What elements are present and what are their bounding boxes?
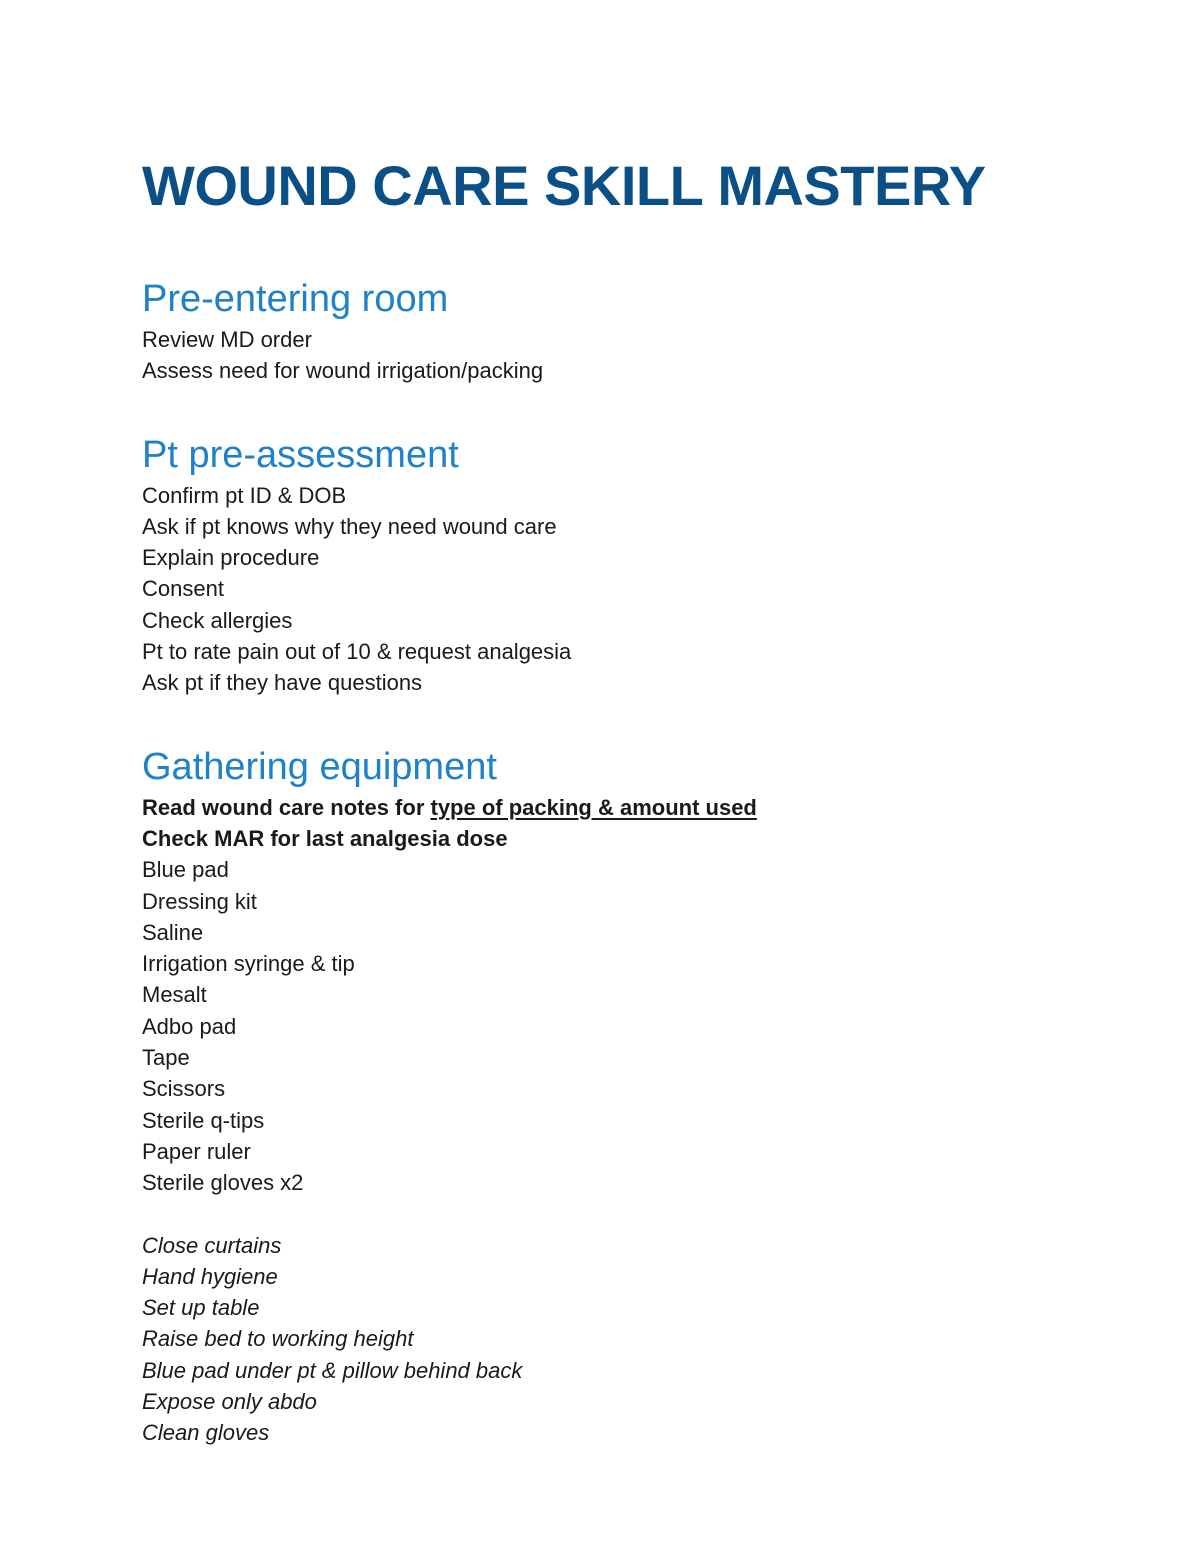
equipment-item: Tape [142, 1045, 190, 1071]
procedure-step: Close curtains [142, 1232, 282, 1258]
equipment-item: Dressing kit [142, 888, 257, 914]
bold-note-prefix: Read wound care notes for [142, 794, 431, 820]
section-heading-pre-entering-room: Pre-entering room [142, 278, 449, 320]
section-heading-gathering-equipment: Gathering equipment [142, 745, 497, 788]
list-item: Pt to rate pain out of 10 & request analgesia [142, 639, 572, 665]
section-list-pre-entering-room [142, 324, 1142, 387]
list-item: Review MD order [142, 327, 312, 352]
procedure-step: Hand hygiene [142, 1263, 278, 1289]
section-list-gathering-equipment [142, 792, 1142, 1449]
equipment-item: Adbo pad [142, 1013, 237, 1039]
list-item: Consent [142, 576, 224, 602]
procedure-step: Raise bed to working height [142, 1326, 414, 1352]
equipment-item: Sterile gloves x2 [142, 1170, 304, 1196]
procedure-step: Expose only abdo [142, 1389, 317, 1415]
bold-note-wound-care-notes [142, 792, 1142, 823]
procedure-step: Set up table [142, 1295, 260, 1321]
document-page [142, 150, 1142, 1449]
list-item: Assess need for wound irrigation/packing [142, 358, 544, 384]
document-title: WOUND CARE SKILL MASTERY [142, 154, 986, 217]
bold-note-check-mar: Check MAR for last analgesia dose [142, 825, 508, 851]
equipment-item: Saline [142, 919, 204, 945]
procedure-step: Clean gloves [142, 1420, 270, 1446]
bold-note-underlined: type of packing & amount used [430, 794, 757, 820]
list-item: Ask pt if they have questions [142, 670, 423, 696]
section-heading-pt-pre-assessment: Pt pre-assessment [142, 433, 459, 476]
section-list-pt-pre-assessment [142, 480, 1142, 699]
equipment-item: Scissors [142, 1076, 226, 1102]
equipment-item: Mesalt [142, 982, 207, 1008]
equipment-item: Irrigation syringe & tip [142, 951, 355, 977]
list-item: Check allergies [142, 607, 293, 633]
equipment-item: Blue pad [142, 857, 229, 883]
equipment-item: Paper ruler [142, 1138, 251, 1164]
list-item: Confirm pt ID & DOB [142, 482, 347, 508]
list-item: Ask if pt knows why they need wound care [142, 513, 557, 539]
equipment-item: Sterile q-tips [142, 1107, 265, 1133]
list-item: Explain procedure [142, 545, 320, 571]
procedure-step: Blue pad under pt & pillow behind back [142, 1357, 523, 1383]
